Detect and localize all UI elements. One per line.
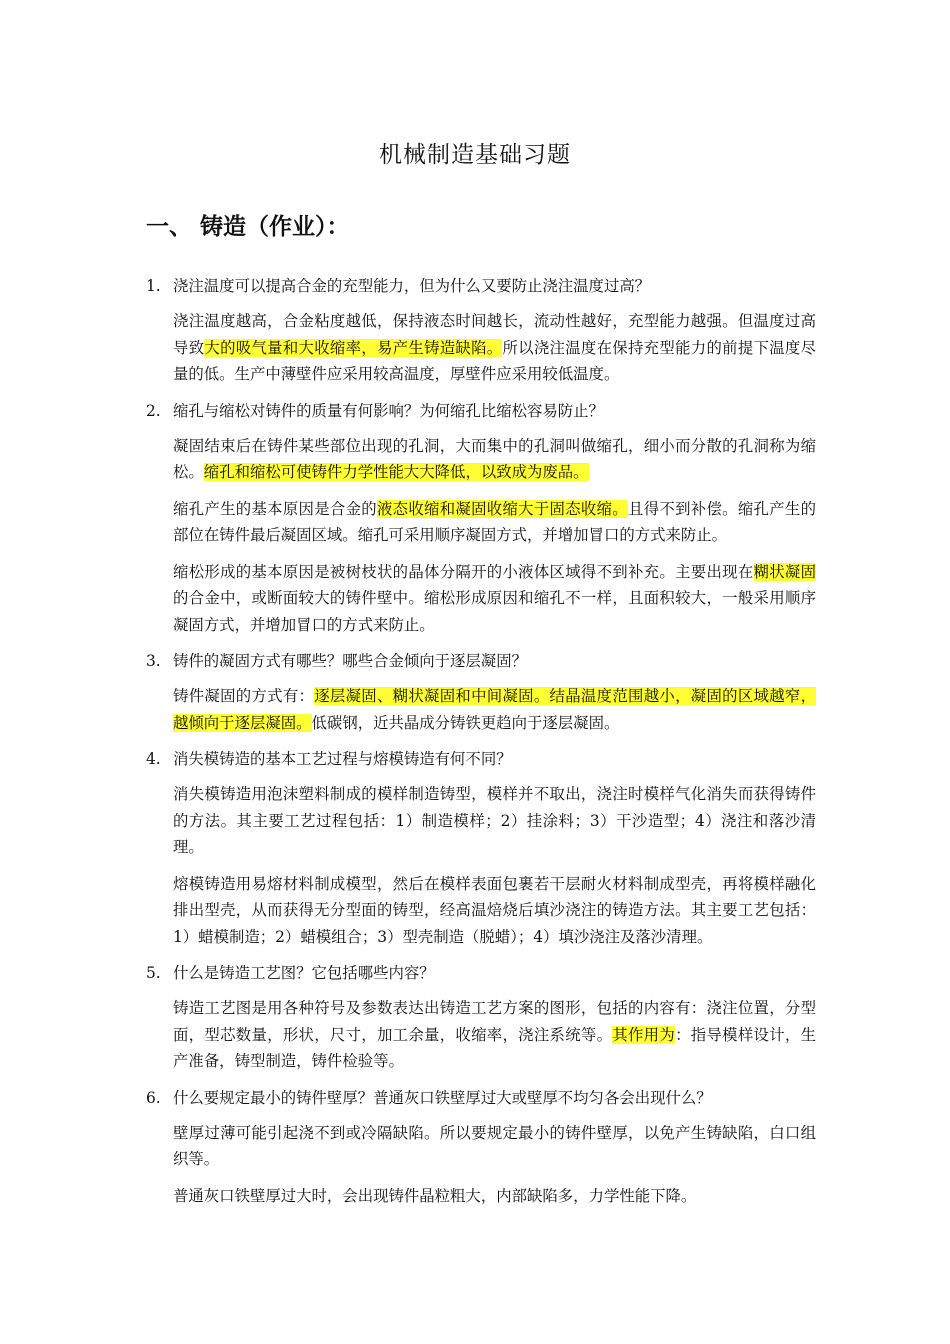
question-number: 4. [146, 750, 161, 768]
section-heading: 一、 铸造（作业）： [146, 213, 350, 240]
question-number: 6. [146, 1088, 161, 1107]
question-number: 5. [146, 964, 161, 982]
answer-highlight: 糊状凝固 [753, 562, 816, 581]
question-line [146, 960, 816, 987]
question-line [146, 746, 816, 773]
answer-text: 缩松形成的基本原因是被树枝状的晶体分隔开的小液体区域得不到补充。主要出现在 [173, 562, 754, 581]
question-line [146, 273, 816, 300]
answer-text-after: ：指导模样设计，生产准备，铸型制造，铸件检验等。 [173, 1025, 816, 1070]
question-text: 什么要规定最小的铸件壁厚？普通灰口铁壁厚过大或壁厚不均匀各会出现什么？ [173, 1088, 712, 1107]
answer-text: 缩孔产生的基本原因是合金的 [173, 499, 377, 518]
question-line [146, 398, 816, 425]
question-line [146, 1085, 816, 1112]
answer-highlight: 液态收缩和凝固收缩大于固态收缩。 [376, 499, 628, 518]
answer-text: 消失模铸造用泡沫塑料制成的模样制造铸型，模样并不取出，浇注时模样气化消失而获得铸件的方法。其主要工艺过程包括：1）制造模样；2）挂涂料；3）干沙造型；4）浇注和落沙清理。 [173, 785, 816, 856]
question-text: 消失模铸造的基本工艺过程与熔模铸造有何不同？ [173, 750, 512, 768]
answer-paragraph [173, 496, 816, 549]
answer-paragraph [173, 308, 816, 388]
answer-paragraph [173, 433, 816, 486]
question-number: 3. [146, 652, 161, 670]
answer-text-after: 的合金中，或断面较大的铸件壁中。缩松形成原因和缩孔不一样，且面积较大，一般采用顺序凝固方式，并增加冒口的方式来防止。 [173, 589, 816, 634]
question-item [146, 648, 816, 736]
answer-paragraph [173, 1120, 816, 1173]
question-text: 浇注温度可以提高合金的充型能力，但为什么又要防止浇注温度过高？ [173, 277, 651, 295]
answer-text-after: 所以浇注温度在保持充型能力的前提下温度尽量的低。生产中薄壁件应采用较高温度，厚壁件应采用较低温度。 [173, 338, 816, 383]
answer-text: 浇注温度越高，合金粘度越低，保持液态时间越长，流动性越好，充型能力越强。但温度过高导致 [173, 312, 816, 357]
answer-paragraph [173, 683, 816, 736]
answer-text: 凝固结束后在铸件某些部位出现的孔洞，大而集中的孔洞叫做缩孔，细小而分散的孔洞称为缩松。 [173, 436, 816, 481]
question-item [146, 746, 816, 950]
answer-text-after: 低碳钢，近共晶成分铸铁更趋向于逐层凝固。 [311, 713, 620, 732]
question-list [146, 273, 816, 1219]
answer-highlight: 其作用为 [612, 1025, 676, 1044]
answer-paragraph [173, 995, 816, 1075]
question-text: 铸件的凝固方式有哪些？哪些合金倾向于逐层凝固？ [173, 652, 527, 670]
answer-text: 熔模铸造用易熔材料制成模型，然后在模样表面包裹若干层耐火材料制成型壳，再将模样融化排出型壳，从而获得无分型面的铸型，经高温焙烧后填沙浇注的铸造方法。其主要工艺包括：1）蜡模制造；2）蜡模组合；3）型壳制造（脱蜡）；4）填沙浇注及落沙清理。 [173, 874, 816, 946]
question-item [146, 1085, 816, 1210]
question-item [146, 273, 816, 388]
question-line [146, 648, 816, 675]
answer-highlight: 大的吸气量和大收缩率，易产生铸造缺陷。 [204, 338, 503, 357]
answer-paragraph [173, 871, 816, 951]
answer-text: 普通灰口铁壁厚过大时，会出现铸件晶粒粗大，内部缺陷多，力学性能下降。 [173, 1186, 697, 1205]
answer-paragraph [173, 781, 816, 861]
answer-paragraph [173, 559, 816, 639]
question-number: 1. [146, 277, 161, 295]
answer-text: 壁厚过薄可能引起浇不到或冷隔缺陷。所以要规定最小的铸件壁厚，以免产生铸缺陷，白口组织等。 [173, 1123, 816, 1168]
question-item [146, 398, 816, 639]
document-title: 机械制造基础习题 [379, 142, 571, 168]
question-number: 2. [146, 401, 161, 420]
question-text: 什么是铸造工艺图？它包括哪些内容？ [173, 964, 435, 982]
answer-text: 铸件凝固的方式有： [173, 687, 315, 705]
answer-paragraph [173, 1183, 816, 1210]
answer-text-after: 且得不到补偿。缩孔产生的部位在铸件最后凝固区域。缩孔可采用顺序凝固方式，并增加冒口的方式来防止。 [173, 499, 816, 544]
answer-highlight: 缩孔和缩松可使铸件力学性能大大降低，以致成为废品。 [203, 463, 589, 481]
answer-text: 铸造工艺图是用各种符号及参数表达出铸造工艺方案的图形，包括的内容有：浇注位置，分型面，型芯数量，形状，尺寸，加工余量，收缩率，浇注系统等。 [173, 999, 816, 1044]
question-item [146, 960, 816, 1075]
answer-highlight: 逐层凝固、糊状凝固和中间凝固。结晶温度范围越小，凝固的区域越窄，越倾向于逐层凝固。 [173, 687, 816, 732]
question-text: 缩孔与缩松对铸件的质量有何影响？为何缩孔比缩松容易防止？ [173, 401, 604, 420]
